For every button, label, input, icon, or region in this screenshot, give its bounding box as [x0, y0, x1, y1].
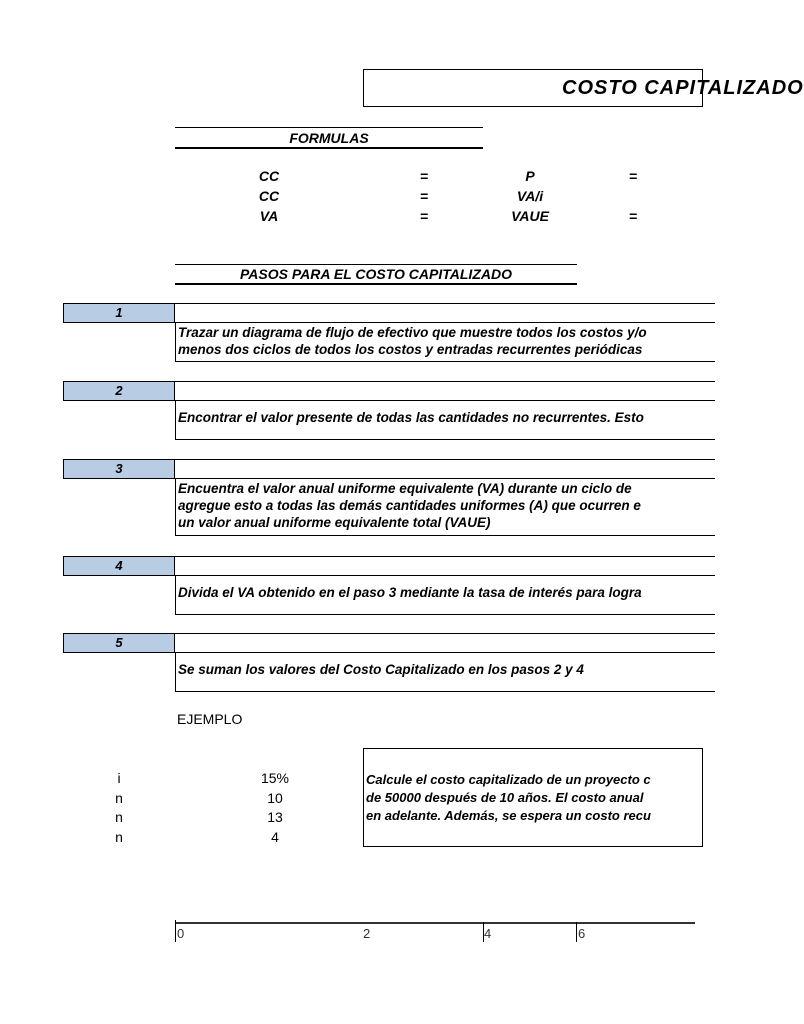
formula-row-2-eq1: =: [419, 188, 429, 204]
step-5-line-1: Se suman los valores del Costo Capitalizado en los pasos 2 y 4: [178, 662, 584, 677]
problem-statement-box: [363, 748, 703, 847]
timeline-axis: [175, 922, 695, 924]
step-3-number: 3: [63, 459, 175, 479]
formula-row-3-eq1: =: [419, 208, 429, 224]
variable-name-n2: n: [115, 809, 123, 825]
step-4-text: [175, 575, 715, 615]
formula-row-1-left: CC: [258, 168, 280, 184]
step-3-header-row: [175, 459, 715, 479]
formulas-heading: FORMULAS: [289, 130, 369, 146]
variable-value-n3: 4: [271, 829, 279, 845]
step-1-line-2: menos dos ciclos de todos los costos y entradas recurrentes periódicas: [178, 342, 643, 357]
step-3-text: [175, 478, 715, 536]
timeline-tick-6: [576, 922, 577, 942]
variable-value-i: 15%: [260, 770, 290, 786]
step-4-number: 4: [63, 556, 175, 576]
variable-name-n1: n: [115, 790, 123, 806]
example-label: EJEMPLO: [177, 711, 243, 727]
timeline-label-0: 0: [177, 926, 185, 941]
formula-row-3-mid: VAUE: [511, 208, 549, 224]
steps-bottom-rule: [175, 283, 577, 285]
problem-line-2: de 50000 después de 10 años. El costo anual: [366, 790, 644, 805]
step-2-number: 2: [63, 381, 175, 401]
steps-top-rule: [175, 264, 577, 265]
formula-row-2-eq2: [593, 186, 673, 206]
step-5-header-row: [175, 633, 715, 653]
formula-row-2-left: CC: [258, 188, 280, 204]
title-box: [363, 69, 804, 107]
formula-row-3-left: VA: [259, 208, 279, 224]
step-2-header-row: [175, 381, 715, 401]
problem-line-1: Calcule el costo capitalizado de un proyecto c: [366, 772, 651, 787]
step-5-text: [175, 652, 715, 692]
formulas-top-rule: [175, 127, 483, 128]
variable-name-i: i: [117, 770, 121, 786]
formula-row-1-eq1: =: [419, 168, 429, 184]
step-4-line-1: Divida el VA obtenido en el paso 3 mediante la tasa de interés para logra: [178, 585, 642, 600]
step-1-text: [175, 322, 715, 362]
formula-row-1-eq2: =: [628, 168, 638, 184]
formula-row-3-eq2: =: [628, 208, 638, 224]
step-1-number: 1: [63, 303, 175, 323]
step-5-number: 5: [63, 633, 175, 653]
formulas-bottom-rule: [175, 147, 483, 149]
timeline-tick-0: [175, 920, 176, 942]
formula-row-1-mid: P: [525, 168, 535, 184]
variable-value-n2: 13: [267, 809, 283, 825]
timeline-label-2: 2: [363, 926, 371, 941]
problem-line-3: en adelante. Además, se espera un costo recu: [366, 808, 651, 823]
timeline-label-4: 4: [484, 926, 492, 941]
step-2-text: [175, 400, 715, 440]
steps-heading: PASOS PARA EL COSTO CAPITALIZADO: [240, 266, 512, 282]
variable-value-n1: 10: [267, 790, 283, 806]
variable-name-n3: n: [115, 829, 123, 845]
step-3-line-1: Encuentra el valor anual uniforme equivalente (VA) durante un ciclo de: [178, 481, 632, 496]
timeline-label-6: 6: [578, 926, 586, 941]
step-3-line-3: un valor anual uniforme equivalente total (VAUE): [178, 515, 491, 530]
step-4-header-row: [175, 556, 715, 576]
step-1-header-row: [175, 303, 715, 323]
step-3-line-2: agregue esto a todas las demás cantidades uniformes (A) que ocurren e: [178, 498, 641, 513]
formula-row-2-mid: VA/i: [516, 188, 544, 204]
page-title: COSTO CAPITALIZADO: [562, 77, 804, 99]
step-2-line-1: Encontrar el valor presente de todas las cantidades no recurrentes. Esto: [178, 410, 644, 425]
step-1-line-1: Trazar un diagrama de flujo de efectivo que muestre todos los costos y/o: [178, 325, 647, 340]
